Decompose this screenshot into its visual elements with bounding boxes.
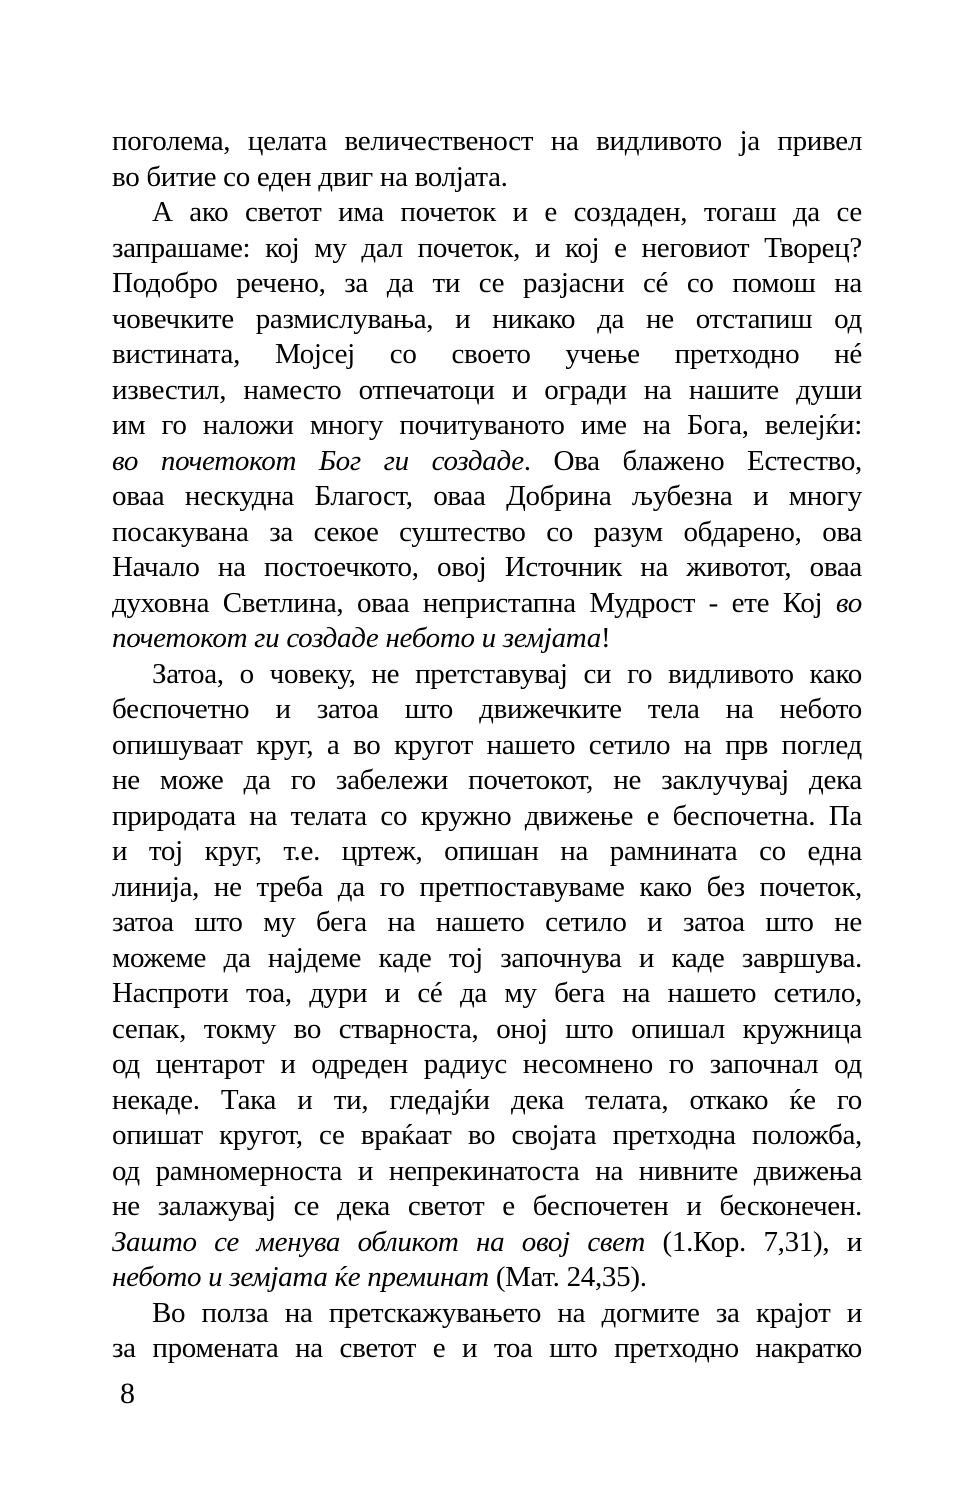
text-line (112, 1012, 862, 1048)
text-line (112, 1118, 862, 1154)
text-line (112, 1331, 862, 1367)
text-run: беспочетно и затоа што движечките тела на небото (112, 693, 862, 725)
text-run: Во полза на претскажувањето на догмите за крајот и (152, 1296, 862, 1329)
text-run: запрашаме: кој му дал почеток, и кој е неговиот Творец? (112, 231, 862, 264)
text-line (112, 124, 862, 160)
text-line (112, 586, 862, 622)
text-line (112, 941, 862, 977)
text-run: не може да го забележи почетокот, не заклучувај дека (112, 764, 862, 796)
text-run: линија, не треба да го претпоставуваме како без почеток, (112, 870, 862, 903)
text-run: посакувана за секое суштество со разум обдарено, ова (112, 515, 862, 548)
text-run: духовна Светлина, оваа непристапна Мудрост - ете Кој (112, 586, 836, 619)
text-run: можеме да најдеме каде тој започнува и каде завршува. (112, 941, 862, 974)
text-line (112, 799, 862, 835)
text-line (112, 231, 862, 267)
text-run: некаде. Така и ти, гледајќи дека телата, откако ќе го (112, 1083, 862, 1116)
text-line (112, 479, 862, 515)
text-line (112, 550, 862, 586)
text-line (112, 1225, 862, 1261)
text-run: сепак, токму во стварноста, оној што опишал кружница (112, 1012, 862, 1045)
text-line (112, 266, 862, 302)
text-line (112, 834, 862, 870)
text-line (112, 1047, 862, 1083)
text-line (112, 373, 862, 409)
text-line (112, 870, 862, 906)
text-run: ! (601, 622, 611, 654)
text-line (112, 337, 862, 373)
text-line (112, 408, 862, 444)
text-run: за промената на светот е и тоа што претходно накратко (112, 1332, 862, 1364)
text-run: во битие со еден двиг на волјата. (112, 160, 508, 193)
text-run: А ако светот има почеток и е создаден, тогаш да се (152, 196, 862, 228)
text-run: Затоа, о човеку, не претставувај си го видливото како (152, 657, 862, 690)
text-run: опишуваат круг, а во кругот нашето сетило на прв поглед (112, 728, 862, 761)
body-text (112, 124, 862, 1367)
text-line (112, 1083, 862, 1119)
text-line (112, 728, 862, 764)
text-line (112, 657, 862, 693)
text-run: известил, наместо отпечатоци и огради на нашите души (112, 373, 862, 406)
text-line (112, 195, 862, 231)
text-line (112, 1296, 862, 1332)
text-run: вистината, Мојсеј со своето учење претходно нé (112, 338, 862, 370)
text-run: од рамномерноста и непрекинатоста на нивните движења (112, 1154, 862, 1187)
text-line (112, 763, 862, 799)
text-run: Подобро речено, за да ти се разјасни сé со помош на (112, 267, 862, 299)
text-run: (Мат. 24,35). (488, 1261, 647, 1293)
text-line (112, 160, 862, 196)
text-run: и тој круг, т.е. цртеж, опишан на рамнината со една (112, 835, 862, 867)
text-run: . Ова блажено Естество, (523, 444, 862, 477)
text-line (112, 1260, 862, 1296)
text-line (112, 905, 862, 941)
text-line (112, 1154, 862, 1190)
text-run: човечките размислувања, и никако да не отстапиш од (112, 302, 862, 335)
text-run-italic: почетокот ги создаде небото и земјата (112, 622, 601, 654)
text-run-italic: Зашто се менува обликот на овој свет (112, 1225, 646, 1258)
text-run-italic: во почетокот Бог ги создаде (112, 444, 524, 477)
page-number: 8 (120, 1377, 135, 1410)
text-run: Наспроти тоа, дури и сé да му бега на нашето сетило, (112, 977, 862, 1009)
text-run: затоа што му бега на нашето сетило и затоа што не (112, 906, 862, 938)
text-run: (1.Кор. 7,31), и (645, 1225, 862, 1258)
text-run: не залажувај се дека светот е беспочетен и бесконечен. (112, 1190, 862, 1222)
text-run: опишат кругот, се враќаат во својата претходна положба, (112, 1119, 862, 1151)
text-run: од центарот и одреден радиус несомнено го започнал од (112, 1048, 862, 1080)
text-run: природата на телата со кружно движење е беспочетна. Па (112, 799, 862, 832)
text-line (112, 692, 862, 728)
text-line (112, 515, 862, 551)
text-line (112, 302, 862, 338)
text-run-italic: во (835, 586, 862, 619)
text-run: поголема, целата величественост на видливото ја привел (112, 125, 862, 157)
text-line (112, 976, 862, 1012)
text-line (112, 1189, 862, 1225)
text-line (112, 621, 862, 657)
text-run: оваа нескудна Благост, оваа Добрина љубезна и многу (112, 480, 862, 512)
text-run: им го наложи многу почитуваното име на Бога, велејќи: (112, 409, 862, 441)
text-line (112, 444, 862, 480)
text-run-italic: небото и земјата ќе преминат (112, 1261, 489, 1293)
text-run: Начало на постоечкото, овој Источник на животот, оваа (112, 551, 862, 583)
